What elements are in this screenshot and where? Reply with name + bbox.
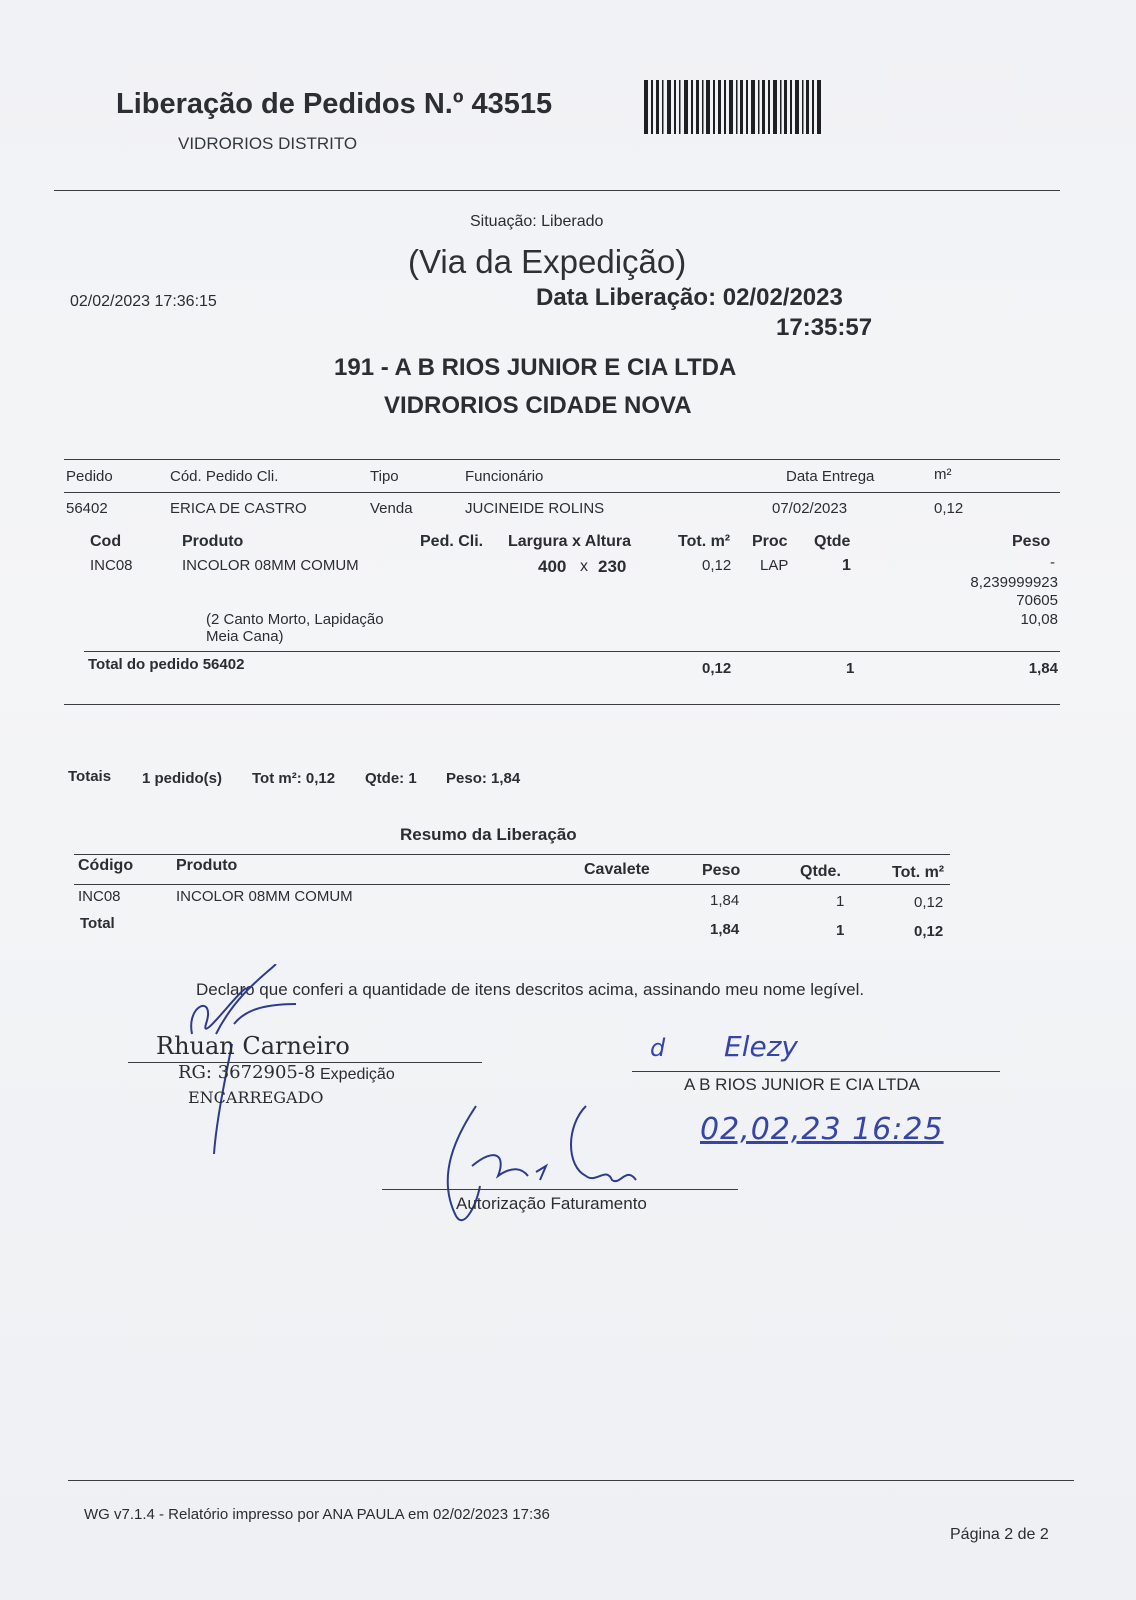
item-largura: 400 <box>538 557 567 576</box>
summary-row-produto: INCOLOR 08MM COMUM <box>176 888 353 905</box>
footer-page-number: Página 2 de 2 <box>950 1526 1049 1543</box>
order-pedido: 56402 <box>66 500 108 517</box>
client-signature-label: A B RIOS JUNIOR E CIA LTDA <box>684 1075 920 1094</box>
summary-header-codigo: Código <box>78 857 134 874</box>
totals-qtde: Qtde: 1 <box>365 770 417 787</box>
order-data-entrega: 07/02/2023 <box>772 500 848 517</box>
authorization-signature-line <box>382 1189 738 1190</box>
col-header-cod-pedido-cli: Cód. Pedido Cli. <box>170 468 279 485</box>
company-name: VIDRORIOS DISTRITO <box>178 134 358 153</box>
col-header-m2: m² <box>934 466 952 483</box>
col-header-pedido: Pedido <box>66 468 113 485</box>
document-title: Liberação de Pedidos N.º 43515 <box>116 88 553 120</box>
item-header-proc: Proc <box>752 533 788 550</box>
summary-row-peso: 1,84 <box>710 892 740 909</box>
col-header-data-entrega: Data Entrega <box>786 468 875 485</box>
item-header-produto: Produto <box>182 533 244 550</box>
printed-datetime: 02/02/2023 17:36:15 <box>70 293 217 310</box>
col-header-tipo: Tipo <box>370 468 399 485</box>
item-header-ped-cli: Ped. Cli. <box>420 533 484 550</box>
item-proc: LAP <box>760 557 789 574</box>
authorization-signature-icon <box>436 1096 656 1236</box>
copy-designation: (Via da Expedição) <box>408 243 687 280</box>
item-header-cod: Cod <box>90 533 122 550</box>
client-signature-mark: d <box>650 1034 666 1062</box>
summary-header-peso: Peso <box>702 862 741 879</box>
item-peso-line3: 10,08 <box>1020 611 1058 628</box>
order-total-tot-m2: 0,12 <box>702 660 732 677</box>
order-total-peso: 1,84 <box>1028 660 1058 677</box>
item-altura: 230 <box>598 557 627 576</box>
summary-header-tot-m2: Tot. m² <box>892 864 945 881</box>
totals-label: Totais <box>68 768 112 785</box>
totals-pedidos: 1 pedido(s) <box>142 770 223 787</box>
item-header-largura-altura: Largura x Altura <box>508 533 631 550</box>
summary-row-tot-m2: 0,12 <box>914 894 944 911</box>
item-peso-dash: - <box>1050 554 1055 571</box>
order-bottom-divider <box>64 704 1060 705</box>
summary-header-cavalete: Cavalete <box>584 861 650 878</box>
item-qtde: 1 <box>842 557 851 574</box>
handwritten-date: 02,02,23 16:25 <box>700 1112 944 1147</box>
status-text: Situação: Liberado <box>470 213 604 230</box>
summary-title: Resumo da Liberação <box>400 825 577 844</box>
declaration-text: Declaro que conferi a quantidade de itens descritos acima, assinando meu nome legível. <box>196 980 865 999</box>
client-signature-line <box>632 1071 1000 1072</box>
barcode-icon <box>644 80 824 134</box>
item-note-line1: (2 Canto Morto, Lapidação <box>206 611 384 628</box>
summary-total-qtde: 1 <box>836 922 845 939</box>
stamp-name: Rhuan Carneiro <box>156 1032 350 1060</box>
order-total-qtde: 1 <box>846 660 855 677</box>
item-note-line2: Meia Cana) <box>206 628 284 645</box>
summary-total-tot-m2: 0,12 <box>914 923 944 940</box>
release-time: 17:35:57 <box>776 314 873 341</box>
summary-top-divider <box>74 854 950 855</box>
order-tipo: Venda <box>370 500 413 517</box>
item-produto: INCOLOR 08MM COMUM <box>182 557 359 574</box>
item-peso-line1: 8,239999923 <box>970 574 1058 591</box>
release-date: Data Liberação: 02/02/2023 <box>536 284 843 311</box>
order-top-divider <box>64 459 1060 460</box>
item-peso-line2: 70605 <box>1016 592 1058 609</box>
footer-printed-by: WG v7.1.4 - Relatório impresso por ANA PAULA em 02/02/2023 17:36 <box>84 1506 550 1523</box>
order-total-divider <box>84 651 1060 652</box>
summary-total-label: Total <box>80 915 115 932</box>
stamp-rg: RG: 3672905-8 <box>178 1062 316 1083</box>
item-header-tot-m2: Tot. m² <box>678 533 731 550</box>
item-header-peso: Peso <box>1012 533 1051 550</box>
stamp-role: ENCARREGADO <box>188 1088 324 1107</box>
client-name: 191 - A B RIOS JUNIOR E CIA LTDA <box>334 354 737 381</box>
summary-header-produto: Produto <box>176 857 238 874</box>
client-branch: VIDRORIOS CIDADE NOVA <box>384 392 692 419</box>
header-divider <box>54 190 1060 191</box>
expedicao-label: Expedição <box>320 1066 395 1083</box>
item-tot-m2: 0,12 <box>702 557 732 574</box>
col-header-funcionario: Funcionário <box>465 468 544 485</box>
summary-total-peso: 1,84 <box>710 921 740 938</box>
authorization-label: Autorização Faturamento <box>456 1194 647 1213</box>
order-total-label: Total do pedido 56402 <box>88 656 245 673</box>
order-funcionario: JUCINEIDE ROLINS <box>465 500 605 517</box>
order-cod-pedido-cli: ERICA DE CASTRO <box>170 500 307 517</box>
footer-divider <box>68 1480 1074 1481</box>
item-cod: INC08 <box>90 557 133 574</box>
summary-header-qtde: Qtde. <box>800 863 841 880</box>
order-m2: 0,12 <box>934 500 964 517</box>
summary-row-qtde: 1 <box>836 893 845 910</box>
order-header-divider <box>64 492 1060 493</box>
summary-header-divider <box>74 884 950 885</box>
item-x-separator: x <box>580 558 588 575</box>
client-signature: Elezy <box>724 1030 798 1063</box>
totals-tot-m2: Tot m²: 0,12 <box>252 770 336 787</box>
totals-peso: Peso: 1,84 <box>446 770 521 787</box>
summary-row-codigo: INC08 <box>78 888 121 905</box>
item-header-qtde: Qtde <box>814 533 851 550</box>
